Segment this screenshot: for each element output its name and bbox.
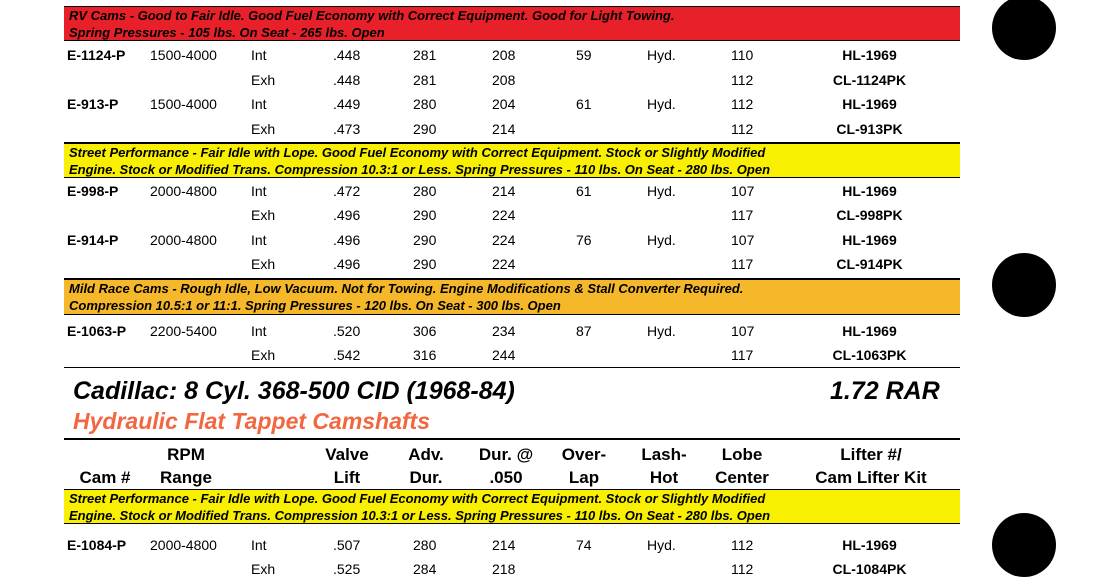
description-band-street-cadillac [64, 489, 960, 524]
valve-lift-cell: .507 [333, 537, 361, 553]
lobe-center-cell: 110 [731, 47, 754, 63]
table-row [0, 534, 1000, 556]
description-band-rv [64, 6, 960, 41]
lash-hot-cell: Hyd. [647, 323, 676, 339]
valve-lift-cell: .542 [333, 347, 361, 363]
valve-type-cell: Exh [251, 347, 276, 363]
part-number-cell: E-998-P [67, 183, 119, 199]
lobe-center-cell: 112 [731, 537, 754, 553]
header-line: .050 [489, 468, 523, 487]
lifter-kit-cell: CL-1063PK [832, 347, 907, 363]
lifter-kit-cell: CL-1084PK [832, 561, 907, 577]
band-line: Compression 10.5:1 or 11:1. Spring Pressures - 120 lbs. On Seat - 300 lbs. Open [69, 298, 561, 313]
table-row [0, 204, 1000, 226]
header-line: Dur. [409, 468, 443, 487]
description-band-mild-race [64, 279, 960, 315]
duration-050-cell: 214 [492, 537, 516, 553]
valve-type-cell: Exh [251, 121, 276, 138]
band-line: Street Performance - Fair Idle with Lope. Good Fuel Economy with Correct Equipment. Stock or Slightly Modified [69, 491, 766, 506]
lobe-center-cell: 117 [731, 207, 754, 224]
header-line: Hot [649, 468, 679, 487]
rpm-range-cell: 2000-4800 [150, 231, 217, 248]
header-line: Lifter #/ [840, 445, 902, 464]
band-line: Mild Race Cams - Rough Idle, Low Vacuum. Not for Towing. Engine Modifications & Stall Converter Required. [69, 281, 744, 296]
binder-hole-middle [992, 253, 1056, 317]
valve-type-cell: Int [251, 323, 267, 339]
advertised-duration-cell: 290 [413, 207, 437, 224]
lobe-center-cell: 117 [731, 255, 754, 272]
advertised-duration-cell: 280 [413, 96, 437, 113]
lobe-center-cell: 117 [731, 347, 754, 363]
valve-lift-cell: .472 [333, 183, 361, 199]
valve-lift-cell: .496 [333, 255, 361, 272]
band-line: Engine. Stock or Modified Trans. Compression 10.3:1 or Less. Spring Pressures - 110 lbs. On Seat - 280 lbs. Open [69, 508, 771, 523]
overlap-cell: 61 [576, 183, 592, 199]
lobe-center-cell: 107 [731, 183, 755, 199]
band-line: Spring Pressures - 105 lbs. On Seat - 265 lbs. Open [69, 25, 385, 40]
duration-050-cell: 214 [492, 121, 516, 138]
table-row [0, 180, 1000, 202]
band-line: Street Performance - Fair Idle with Lope. Good Fuel Economy with Correct Equipment. Stock or Slightly Modified [69, 145, 766, 160]
table-row [0, 69, 1000, 91]
lifter-kit-cell: HL-1969 [842, 183, 897, 199]
duration-050-cell: 244 [492, 347, 516, 363]
lobe-center-cell: 107 [731, 323, 755, 339]
lifter-kit-cell: CL-914PK [836, 255, 903, 272]
header-dur [470, 443, 542, 489]
header-rpm [146, 443, 226, 489]
duration-050-cell: 214 [492, 183, 516, 199]
valve-lift-cell: .520 [333, 323, 361, 339]
lash-hot-cell: Hyd. [647, 537, 676, 553]
rpm-range-cell: 2000-4800 [150, 537, 217, 553]
table-row [0, 44, 1000, 66]
duration-050-cell: 224 [492, 207, 516, 224]
valve-type-cell: Int [251, 231, 267, 248]
overlap-cell: 74 [576, 537, 592, 553]
valve-lift-cell: .448 [333, 71, 361, 88]
lifter-kit-cell: CL-1124PK [832, 71, 907, 88]
valve-type-cell: Int [251, 537, 267, 553]
valve-type-cell: Int [251, 47, 267, 63]
valve-lift-cell: .449 [333, 96, 361, 113]
header-line: Cam Lifter Kit [815, 468, 927, 487]
header-line: Dur. @ [478, 445, 534, 464]
advertised-duration-cell: 280 [413, 183, 437, 199]
header-overlap [552, 443, 616, 489]
binder-hole-top [992, 0, 1056, 60]
rpm-range-cell: 1500-4000 [150, 47, 217, 63]
overlap-cell: 87 [576, 323, 592, 339]
duration-050-cell: 234 [492, 323, 516, 339]
lifter-kit-cell: HL-1969 [842, 47, 897, 63]
advertised-duration-cell: 306 [413, 323, 437, 339]
header-lash [632, 443, 696, 489]
lash-hot-cell: Hyd. [647, 47, 676, 63]
valve-lift-cell: .448 [333, 47, 361, 63]
divider [64, 367, 960, 368]
lifter-kit-cell: CL-913PK [836, 121, 903, 138]
advertised-duration-cell: 290 [413, 231, 437, 248]
header-lifter-kit [796, 443, 946, 489]
header-lobe [704, 443, 780, 489]
part-number-cell: E-913-P [67, 96, 119, 113]
part-number-cell: E-914-P [67, 231, 119, 248]
lifter-kit-cell: HL-1969 [842, 537, 897, 553]
band-line: RV Cams - Good to Fair Idle. Good Fuel Economy with Correct Equipment. Good for Light Towing. [69, 8, 675, 23]
valve-lift-cell: .496 [333, 231, 361, 248]
header-line: Over- [561, 445, 607, 464]
header-lift [312, 443, 382, 489]
lifter-kit-cell: CL-998PK [836, 207, 903, 224]
rpm-range-cell: 1500-4000 [150, 96, 217, 113]
advertised-duration-cell: 281 [413, 47, 437, 63]
header-line: Lash- [641, 445, 687, 464]
valve-type-cell: Exh [251, 207, 276, 224]
lobe-center-cell: 112 [731, 96, 754, 113]
duration-050-cell: 208 [492, 47, 516, 63]
valve-type-cell: Exh [251, 71, 276, 88]
advertised-duration-cell: 290 [413, 255, 437, 272]
overlap-cell: 59 [576, 47, 592, 63]
header-line: Valve [325, 445, 369, 464]
description-band-street [64, 143, 960, 178]
valve-lift-cell: .473 [333, 121, 361, 138]
lash-hot-cell: Hyd. [647, 231, 676, 248]
valve-type-cell: Int [251, 96, 267, 113]
rocker-ratio: 1.72 RAR [830, 377, 940, 405]
table-row [0, 320, 1000, 342]
advertised-duration-cell: 290 [413, 121, 437, 138]
header-top-rule [64, 438, 960, 440]
rpm-range-cell: 2200-5400 [150, 323, 217, 339]
lash-hot-cell: Hyd. [647, 183, 676, 199]
lifter-kit-cell: HL-1969 [842, 323, 897, 339]
valve-type-cell: Exh [251, 561, 276, 577]
lifter-kit-cell: HL-1969 [842, 231, 897, 248]
lobe-center-cell: 112 [731, 121, 754, 138]
duration-050-cell: 224 [492, 231, 516, 248]
valve-lift-cell: .496 [333, 207, 361, 224]
advertised-duration-cell: 280 [413, 537, 437, 553]
part-number-cell: E-1063-P [67, 323, 127, 339]
header-line: Center [715, 468, 769, 487]
header-adv [394, 443, 458, 489]
duration-050-cell: 208 [492, 71, 516, 88]
advertised-duration-cell: 284 [413, 561, 437, 577]
header-line: Lobe [721, 445, 763, 464]
duration-050-cell: 204 [492, 96, 516, 113]
lobe-center-cell: 112 [731, 71, 754, 88]
header-cam [72, 443, 138, 489]
overlap-cell: 76 [576, 231, 592, 248]
header-line [72, 443, 138, 466]
table-row [0, 118, 1000, 140]
section-subtitle: Hydraulic Flat Tappet Camshafts [73, 408, 431, 434]
header-line: Range [160, 468, 212, 487]
overlap-cell: 61 [576, 96, 592, 113]
header-line: Lap [568, 468, 600, 487]
duration-050-cell: 218 [492, 561, 516, 577]
header-line: RPM [167, 445, 205, 464]
advertised-duration-cell: 316 [413, 347, 437, 363]
advertised-duration-cell: 281 [413, 71, 437, 88]
lash-hot-cell: Hyd. [647, 96, 676, 113]
table-row [0, 558, 1000, 580]
lifter-kit-cell: HL-1969 [842, 96, 897, 113]
table-row [0, 229, 1000, 251]
header-line: Lift [333, 468, 361, 487]
table-row [0, 253, 1000, 275]
lobe-center-cell: 107 [731, 231, 755, 248]
header-line: Adv. [408, 445, 444, 464]
valve-type-cell: Exh [251, 255, 276, 272]
duration-050-cell: 224 [492, 255, 516, 272]
section-title: Cadillac: 8 Cyl. 368-500 CID (1968-84) [73, 377, 515, 405]
binder-hole-bottom [992, 513, 1056, 577]
table-row [0, 344, 1000, 366]
table-row [0, 93, 1000, 115]
part-number-cell: E-1124-P [67, 47, 126, 63]
valve-lift-cell: .525 [333, 561, 361, 577]
band-line: Engine. Stock or Modified Trans. Compression 10.3:1 or Less. Spring Pressures - 110 lbs. On Seat - 280 lbs. Open [69, 162, 771, 177]
lobe-center-cell: 112 [731, 561, 754, 577]
rpm-range-cell: 2000-4800 [150, 183, 217, 199]
part-number-cell: E-1084-P [67, 537, 127, 553]
header-line: Cam # [79, 468, 131, 487]
valve-type-cell: Int [251, 183, 267, 199]
